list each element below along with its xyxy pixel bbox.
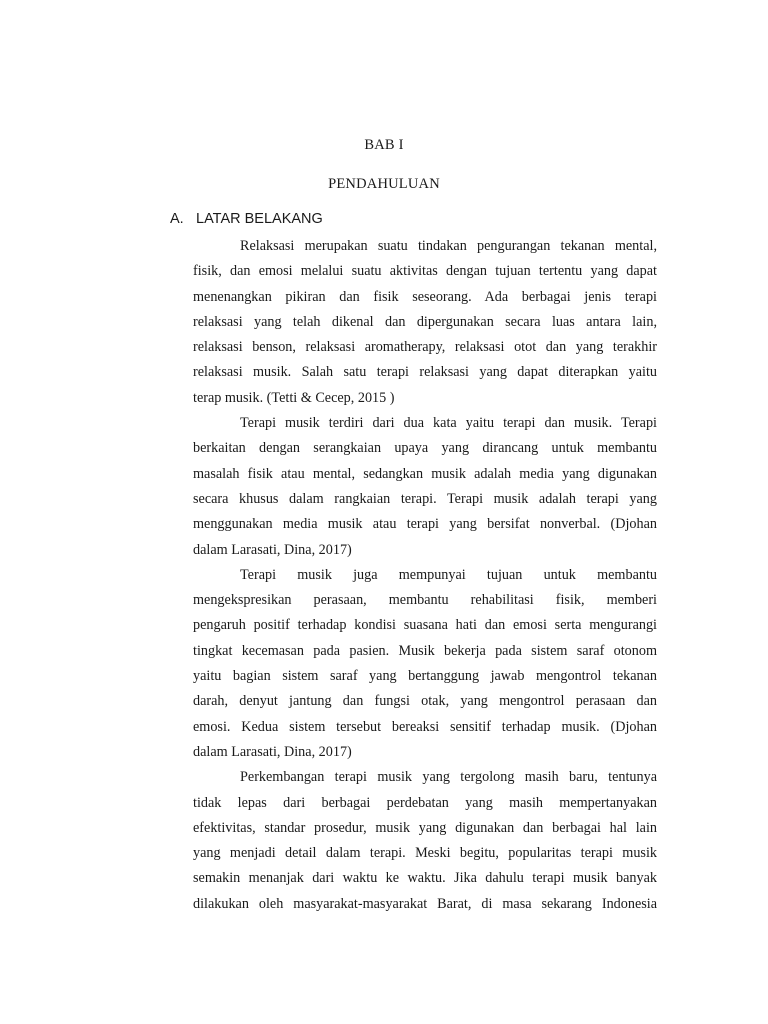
paragraph-line: menenangkan pikiran dan fisik seseorang. Ada berbagai jenis terapi: [193, 288, 657, 305]
chapter-title: PENDAHULUAN: [328, 176, 440, 192]
paragraph-line: dalam Larasati, Dina, 2017): [193, 541, 352, 558]
paragraph-line: efektivitas, standar prosedur, musik yang digunakan dan berbagai hal lain: [193, 819, 657, 836]
paragraph-line: Perkembangan terapi musik yang tergolong masih baru, tentunya: [240, 769, 657, 786]
paragraph-line: fisik, dan emosi melalui suatu aktivitas dengan tujuan tertentu yang dapat: [193, 263, 657, 280]
paragraph: [193, 765, 657, 917]
paragraph-line: relaksasi musik. Salah satu terapi relaksasi yang dapat diterapkan yaitu: [193, 364, 657, 381]
paragraph-line: emosi. Kedua sistem tersebut bereaksi sensitif terhadap musik. (Djohan: [193, 718, 657, 735]
chapter-number: BAB I: [364, 137, 404, 153]
paragraph-line: tidak lepas dari berbagai perdebatan yang masih mempertanyakan: [193, 794, 657, 811]
paragraph-line: secara khusus dalam rangkaian terapi. Terapi musik adalah terapi yang: [193, 490, 657, 507]
paragraph-line: yaitu bagian sistem saraf yang bertanggung jawab mengontrol tekanan: [193, 668, 657, 685]
paragraph-line: Terapi musik terdiri dari dua kata yaitu terapi dan musik. Terapi: [240, 415, 657, 432]
paragraph-line: yang menjadi detail dalam terapi. Meski begitu, popularitas terapi musik: [193, 845, 657, 862]
section-title: LATAR BELAKANG: [196, 211, 323, 227]
paragraph-line: darah, denyut jantung dan fungsi otak, yang mengontrol perasaan dan: [193, 693, 657, 710]
paragraph: [193, 234, 657, 411]
section-letter: A.: [170, 211, 184, 227]
paragraph-line: relaksasi yang telah dikenal dan dipergunakan secara luas antara lain,: [193, 313, 657, 330]
paragraph: [193, 411, 657, 563]
section-heading: [170, 211, 323, 227]
paragraph-line: dilakukan oleh masyarakat-masyarakat Barat, di masa sekarang Indonesia: [193, 895, 657, 912]
paragraph-line: relaksasi benson, relaksasi aromatherapy, relaksasi otot dan yang terakhir: [193, 339, 657, 356]
paragraph-line: semakin menanjak dari waktu ke waktu. Jika dahulu terapi musik banyak: [193, 870, 657, 887]
body-text: [193, 234, 657, 917]
paragraph-line: masalah fisik atau mental, sedangkan musik adalah media yang digunakan: [193, 465, 657, 482]
paragraph-line: mengekspresikan perasaan, membantu rehabilitasi fisik, memberi: [193, 592, 657, 609]
paragraph-line: pengaruh positif terhadap kondisi suasana hati dan emosi serta mengurangi: [193, 617, 657, 634]
paragraph-line: terap musik. (Tetti & Cecep, 2015 ): [193, 389, 395, 406]
paragraph: [193, 563, 657, 765]
paragraph-line: berkaitan dengan serangkaian upaya yang dirancang untuk membantu: [193, 440, 657, 457]
paragraph-line: Terapi musik juga mempunyai tujuan untuk membantu: [240, 566, 657, 583]
paragraph-line: tingkat kecemasan pada pasien. Musik bekerja pada sistem saraf otonom: [193, 642, 657, 659]
paragraph-line: Relaksasi merupakan suatu tindakan pengurangan tekanan mental,: [240, 238, 657, 254]
paragraph-line: dalam Larasati, Dina, 2017): [193, 743, 352, 760]
paragraph-line: menggunakan media musik atau terapi yang bersifat nonverbal. (Djohan: [193, 516, 657, 533]
